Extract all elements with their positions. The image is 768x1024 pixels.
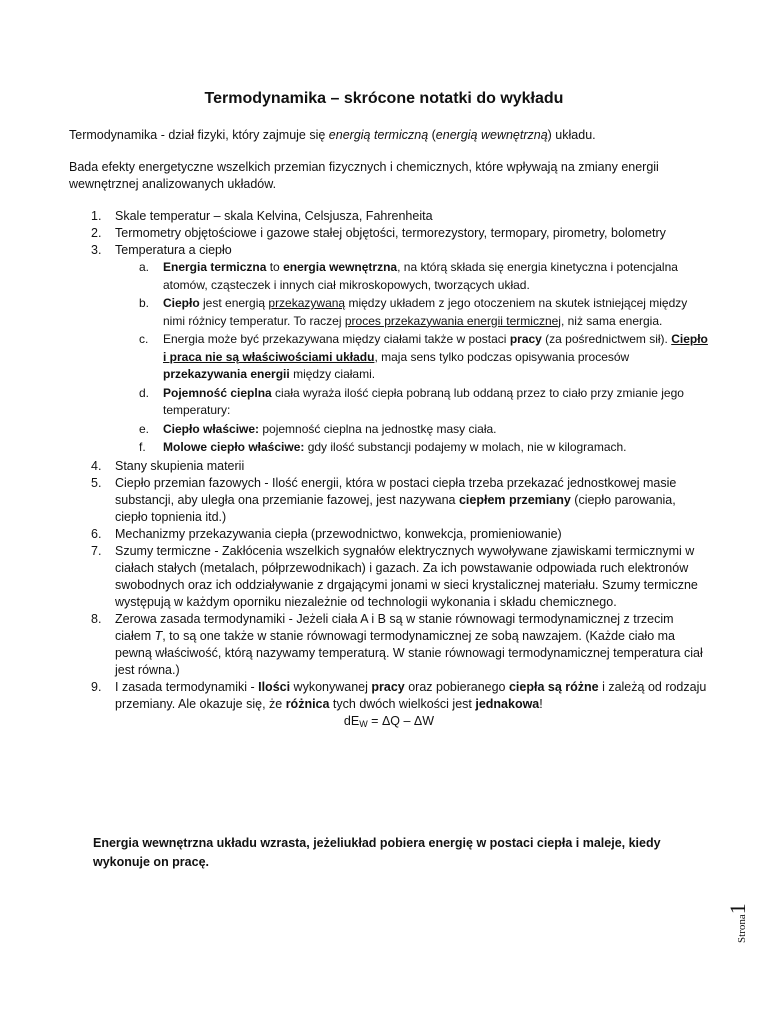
page-number-footer [722, 878, 750, 943]
sub-text: pojemność cieplna na jednostkę masy ciała. [259, 421, 497, 436]
bold-term: różnica [285, 696, 330, 711]
sub-text: między ciałami. [289, 367, 376, 381]
sub-list-letter: a. [139, 260, 150, 274]
list-number: 9. [91, 679, 102, 694]
bold-term: ciepła są różne [508, 679, 599, 694]
list-number: 3. [91, 243, 102, 257]
sub-text: jest energią [199, 296, 269, 310]
sub-text: , niż sama energia. [560, 313, 663, 328]
bold-term: jednakowa [475, 696, 540, 711]
sub-list-item [115, 259, 709, 294]
sub-text: gdy ilość substancji podajemy w molach, nie w kilogramach. [304, 440, 627, 454]
bold-term: energia wewnętrzna [283, 260, 398, 274]
italic-term: T [154, 628, 163, 643]
bold-term: Ciepło właściwe: [163, 421, 260, 436]
bold-term: przekazywania energii [163, 367, 290, 381]
intro-emphasis-thermal: energią termiczną [328, 128, 429, 142]
list-text: Stany skupienia materii [115, 458, 245, 473]
sub-list-letter: c. [139, 332, 149, 346]
sub-list-letter: e. [139, 421, 150, 436]
sub-list-letter: b. [139, 296, 150, 310]
list-text: Temperatura a ciepło [115, 243, 232, 257]
list-text: Mechanizmy przekazywania ciepła (przewodnictwo, konwekcja, promieniowanie) [115, 526, 562, 541]
sub-text: (za pośrednictwem sił). [541, 332, 672, 346]
formula-part: dE [343, 713, 360, 728]
list-text: ! [539, 696, 543, 711]
intro-paragraph [69, 127, 719, 144]
list-item [69, 242, 709, 457]
sub-text: , na którą składa się energia kinetyczna i potencjalna atomów, cząsteczek i innych ciał mikroskopowych, tworzących układ. [163, 260, 678, 292]
list-item [69, 475, 709, 526]
sub-list-item [115, 385, 709, 420]
bold-term: pracy [509, 332, 542, 346]
bold-term: Energia termiczna [163, 260, 267, 274]
list-text: I zasada termodynamiki - [115, 679, 259, 694]
underlined-term: proces przekazywania energii termicznej [344, 313, 561, 328]
list-text: Termometry objętościowe i gazowe stałej objętości, termorezystory, termopary, pirometry, bolometry [115, 226, 666, 240]
underlined-bold-term: Ciepło i praca nie są właściwościami układu [163, 332, 708, 364]
list-text: Ciepło przemian fazowych - Ilość energii, która w postaci ciepła trzeba przekazać jednostkowej masie substancji, aby uległa ona przemianie fazowej, jest nazywana [115, 475, 677, 507]
list-text: i zależą od rodzaju przemiany. Ale okazuje się, że [115, 679, 707, 711]
list-item [69, 543, 709, 611]
list-item [69, 208, 709, 225]
bold-term: Ilości [258, 679, 291, 694]
sub-text: Energia może być przekazywana między ciałami także w postaci [163, 332, 510, 346]
list-text: Zerowa zasada termodynamiki - Jeżeli ciała A i B są w stanie równowagi termodynamicznej z trzecim ciałem [115, 611, 674, 643]
list-text: tych dwóch wielkości jest [329, 696, 476, 711]
sub-text: , maja sens tylko podczas opisywania procesów [374, 349, 630, 364]
list-item [69, 225, 709, 242]
sub-list-item [115, 295, 709, 330]
effects-paragraph: Bada efekty energetyczne wszelkich przemian fizycznych i chemicznych, które wpływają na zmiany energii wewnętrznej analizowanych układów. [69, 160, 659, 191]
sub-list-item [115, 331, 709, 384]
sub-list-letter: f. [139, 440, 146, 454]
topic-list [69, 208, 709, 733]
formula-part: = ΔQ – ΔW [367, 713, 435, 728]
page-number: 1 [725, 903, 750, 915]
list-item [69, 611, 709, 679]
sub-list-letter: d. [139, 385, 150, 400]
list-item [69, 679, 709, 733]
list-number: 7. [91, 543, 102, 558]
intro-text: ( [428, 128, 436, 142]
bold-term: Molowe ciepło właściwe: [163, 440, 305, 454]
list-item [69, 458, 709, 475]
page-title: Termodynamika – skrócone notatki do wykładu [204, 90, 564, 107]
list-number: 2. [91, 226, 102, 240]
list-text: , to są one także w stanie równowagi termodynamicznej ze sobą nawzajem. (Każde ciało ma pewną właściwość, którą nazywamy temperaturą. W stanie równowagi termodynamicznej temperatura ciał jest równa.) [115, 628, 703, 677]
list-number: 5. [91, 475, 102, 490]
sub-list-item [115, 439, 709, 457]
list-text: oraz pobieranego [404, 679, 509, 694]
bold-term: ciepłem przemiany [458, 492, 571, 507]
list-number: 8. [91, 611, 102, 626]
underlined-term: przekazywaną [268, 296, 346, 310]
list-text: Skale temperatur – skala Kelvina, Celsjusza, Fahrenheita [115, 209, 433, 223]
bold-term: Pojemność cieplna [163, 385, 272, 400]
footer-rotated [725, 873, 749, 943]
intro-text: Termodynamika - dział fizyki, który zajmuje się [69, 128, 329, 142]
bold-term: pracy [371, 679, 405, 694]
sub-text: między układem z jego otoczeniem na skutek istniejącej między nimi różnicy temperatur. To raczej [163, 296, 688, 328]
sub-list [115, 259, 709, 457]
intro-text: ) układu. [547, 128, 596, 142]
bold-term: Ciepło [163, 296, 200, 310]
list-text: (ciepło parowania, ciepło topnienia itd.) [115, 492, 676, 524]
formula-subscript: W [359, 718, 368, 729]
page-label: Strona [736, 914, 748, 943]
sub-text: ciała wyraża ilość ciepła pobraną lub oddaną przez to ciało przy zmianie jego temperatury: [163, 385, 684, 417]
sub-list-item [115, 421, 709, 439]
conclusion-paragraph: Energia wewnętrzna układu wzrasta, jeżeliukład pobiera energię w postaci ciepła i maleje, kiedy wykonuje on pracę. [93, 836, 661, 869]
intro-emphasis-internal: energią wewnętrzną [435, 128, 548, 142]
list-number: 4. [91, 458, 102, 473]
sub-text: to [266, 260, 284, 274]
list-text: wykonywanej [290, 679, 372, 694]
list-number: 1. [91, 209, 102, 223]
list-item [69, 526, 709, 543]
list-text: Szumy termiczne - Zakłócenia wszelkich sygnałów elektrycznych wywoływane zjawiskami termicznymi w ciałach stałych (metalach, półprzewodnikach) i gazach. Za ich powstawanie odpowiada ruch elektronów swobodnych oraz ich oddziaływanie z drgającymi jonami w sieci krystalicznej materiału. Szumy termiczne występują w każdym oporniku niezależnie od technologii wykonania i składu chemicznego. [115, 543, 698, 609]
list-number: 6. [91, 526, 102, 541]
first-law-formula [69, 713, 709, 733]
